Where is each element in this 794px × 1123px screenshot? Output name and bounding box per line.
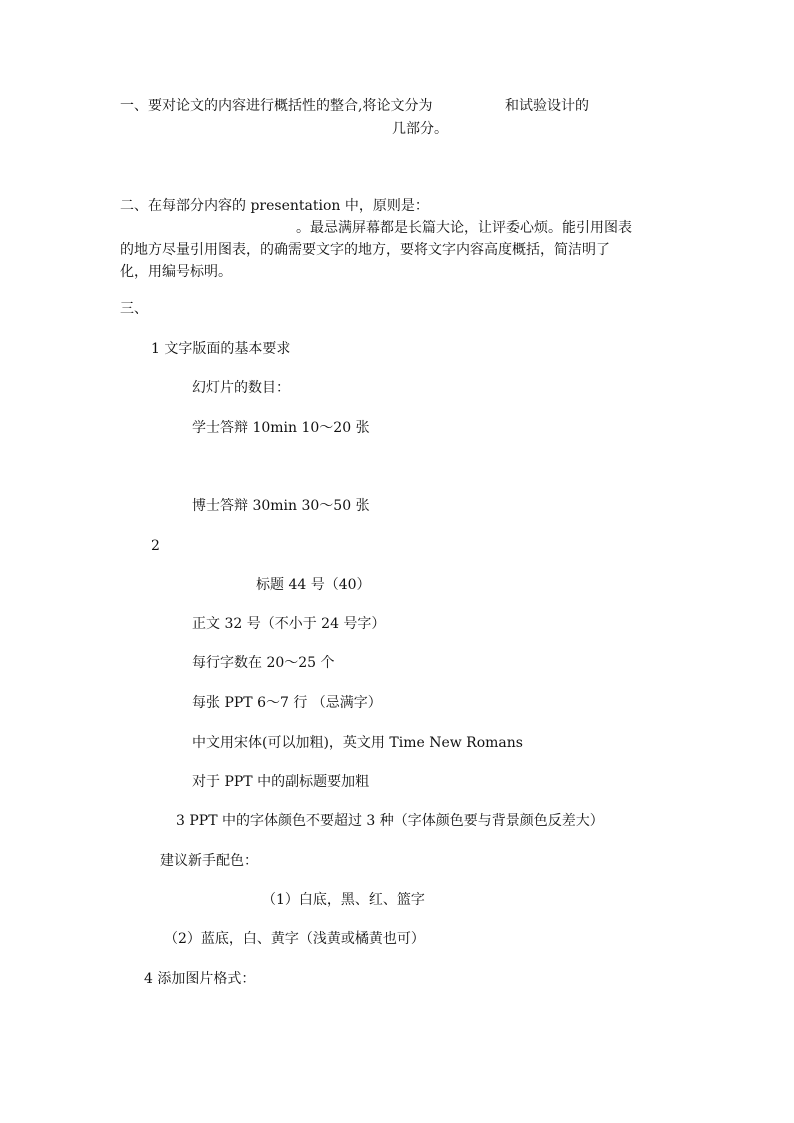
item2-lines-per-ppt: 每张 PPT 6～7 行 （忌满字） <box>192 695 382 711</box>
section1-line1-b: 和试验设计的 <box>505 98 589 114</box>
item2-fonts: 中文用宋体(可以加粗)，英文用 Time New Romans <box>192 735 523 751</box>
item2-chars-per-line: 每行字数在 20～25 个 <box>192 655 335 671</box>
item2-subtitle-bold: 对于 PPT 中的副标题要加粗 <box>192 774 370 790</box>
section2-line4: 化，用编号标明。 <box>120 264 232 280</box>
section1-line1-a: 一、要对论文的内容进行概括性的整合,将论文分为 <box>120 98 433 114</box>
item3-scheme2: （2）蓝底，白、黄字（浅黄或橘黄也可） <box>164 931 425 947</box>
item1-slides-count: 幻灯片的数目： <box>192 380 290 396</box>
section2-line1: 二、在每部分内容的 presentation 中，原则是： <box>120 198 429 214</box>
section2-line2: 。最忌满屏幕都是长篇大论，让评委心烦。能引用图表 <box>296 220 632 236</box>
item1-bachelor: 学士答辩 10min 10～20 张 <box>192 420 370 436</box>
section3-heading: 三、 <box>120 301 148 317</box>
item2-number: 2 <box>151 538 160 554</box>
item4-title: 4 添加图片格式： <box>144 971 256 987</box>
section2-line3: 的地方尽量引用图表，的确需要文字的地方，要将文字内容高度概括，简洁明了 <box>120 242 610 258</box>
item2-title-size: 标题 44 号（40） <box>256 577 371 593</box>
item3-title: 3 PPT 中的字体颜色不要超过 3 种（字体颜色要与背景颜色反差大） <box>176 813 604 829</box>
item3-scheme1: （1）白底，黑、红、篮字 <box>262 892 425 908</box>
item2-body-size: 正文 32 号（不小于 24 号字） <box>192 616 386 632</box>
section1-line2: 几部分。 <box>392 121 448 137</box>
item1-title: 1 文字版面的基本要求 <box>151 341 291 357</box>
item1-doctor: 博士答辩 30min 30～50 张 <box>192 498 370 514</box>
item3-suggest: 建议新手配色： <box>160 853 258 869</box>
